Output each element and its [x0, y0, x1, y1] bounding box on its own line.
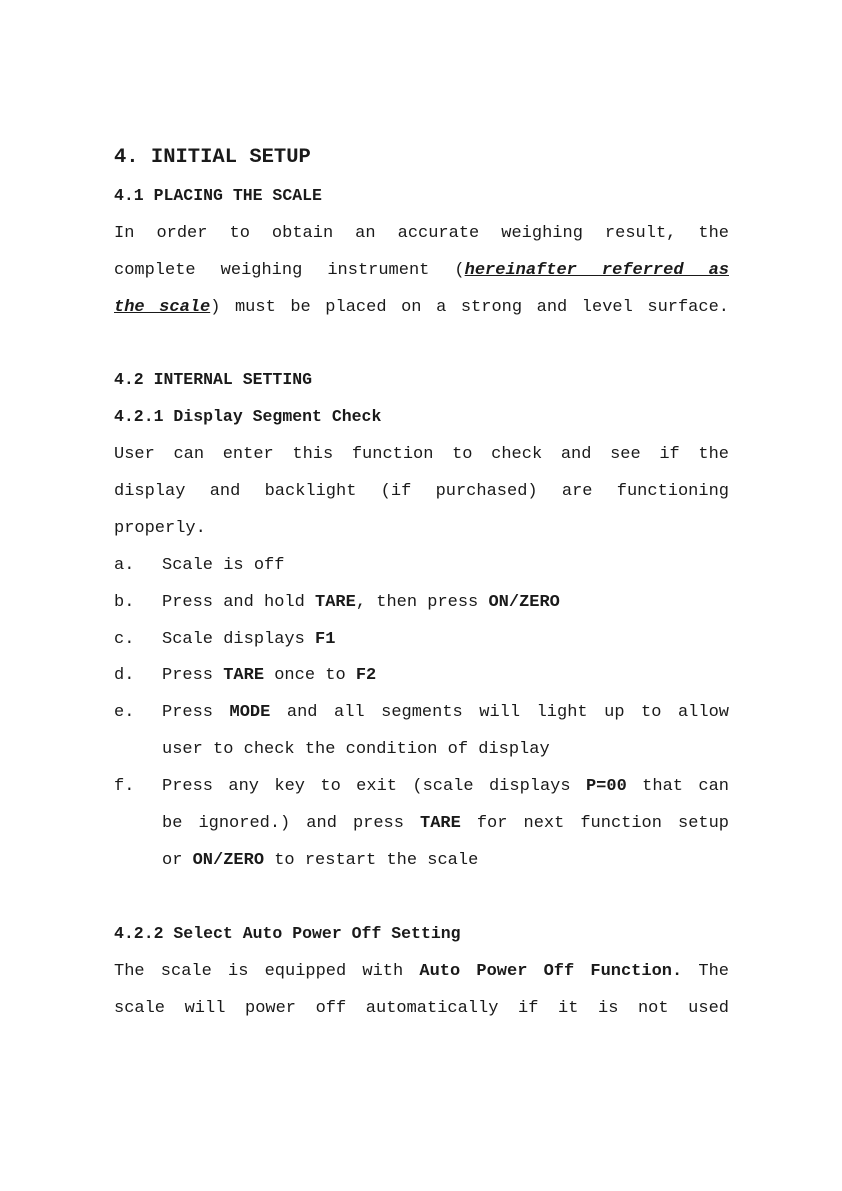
section-title: 4. INITIAL SETUP [114, 146, 311, 169]
paragraph-line: display and backlight (if purchased) are functioning [114, 482, 729, 501]
list-marker: a. [114, 556, 135, 575]
paragraph-line: complete weighing instrument (hereinafter referred as [114, 261, 729, 280]
paragraph-line: The scale is equipped with Auto Power Off Function. The [114, 962, 729, 981]
display-code: P=00 [585, 777, 627, 796]
paragraph-line: scale will power off automatically if it is not used [114, 999, 729, 1018]
heading-auto-power-off: 4.2.2 Select Auto Power Off Setting [114, 924, 461, 943]
list-marker: c. [114, 630, 135, 649]
paragraph-line: properly. [114, 519, 206, 538]
key-label: TARE [223, 666, 265, 685]
heading-internal-setting: 4.2 INTERNAL SETTING [114, 370, 313, 389]
paragraph-line: User can enter this function to check and see if the [114, 445, 729, 464]
list-marker: b. [114, 593, 135, 612]
list-marker: f. [114, 777, 135, 796]
heading-placing-the-scale: 4.1 PLACING THE SCALE [114, 186, 322, 205]
paragraph-line: In order to obtain an accurate weighing result, the [114, 224, 729, 243]
list-marker: d. [114, 666, 135, 685]
display-code: F2 [355, 666, 377, 685]
list-marker: e. [114, 703, 135, 722]
emphasis-defined-term: hereinafter referred as [464, 261, 729, 280]
key-label: MODE [229, 703, 271, 722]
key-label: TARE [420, 814, 461, 833]
emphasis-defined-term: the scale [114, 298, 211, 317]
key-label: ON/ZERO [488, 593, 560, 612]
key-label: TARE [315, 593, 356, 612]
feature-name: Auto Power Off Function. [419, 962, 683, 981]
heading-display-segment-check: 4.2.1 Display Segment Check [114, 407, 382, 426]
key-label: ON/ZERO [192, 851, 265, 870]
paragraph-line: the scale) must be placed on a strong and level surface. [114, 298, 729, 317]
display-code: F1 [315, 630, 336, 649]
